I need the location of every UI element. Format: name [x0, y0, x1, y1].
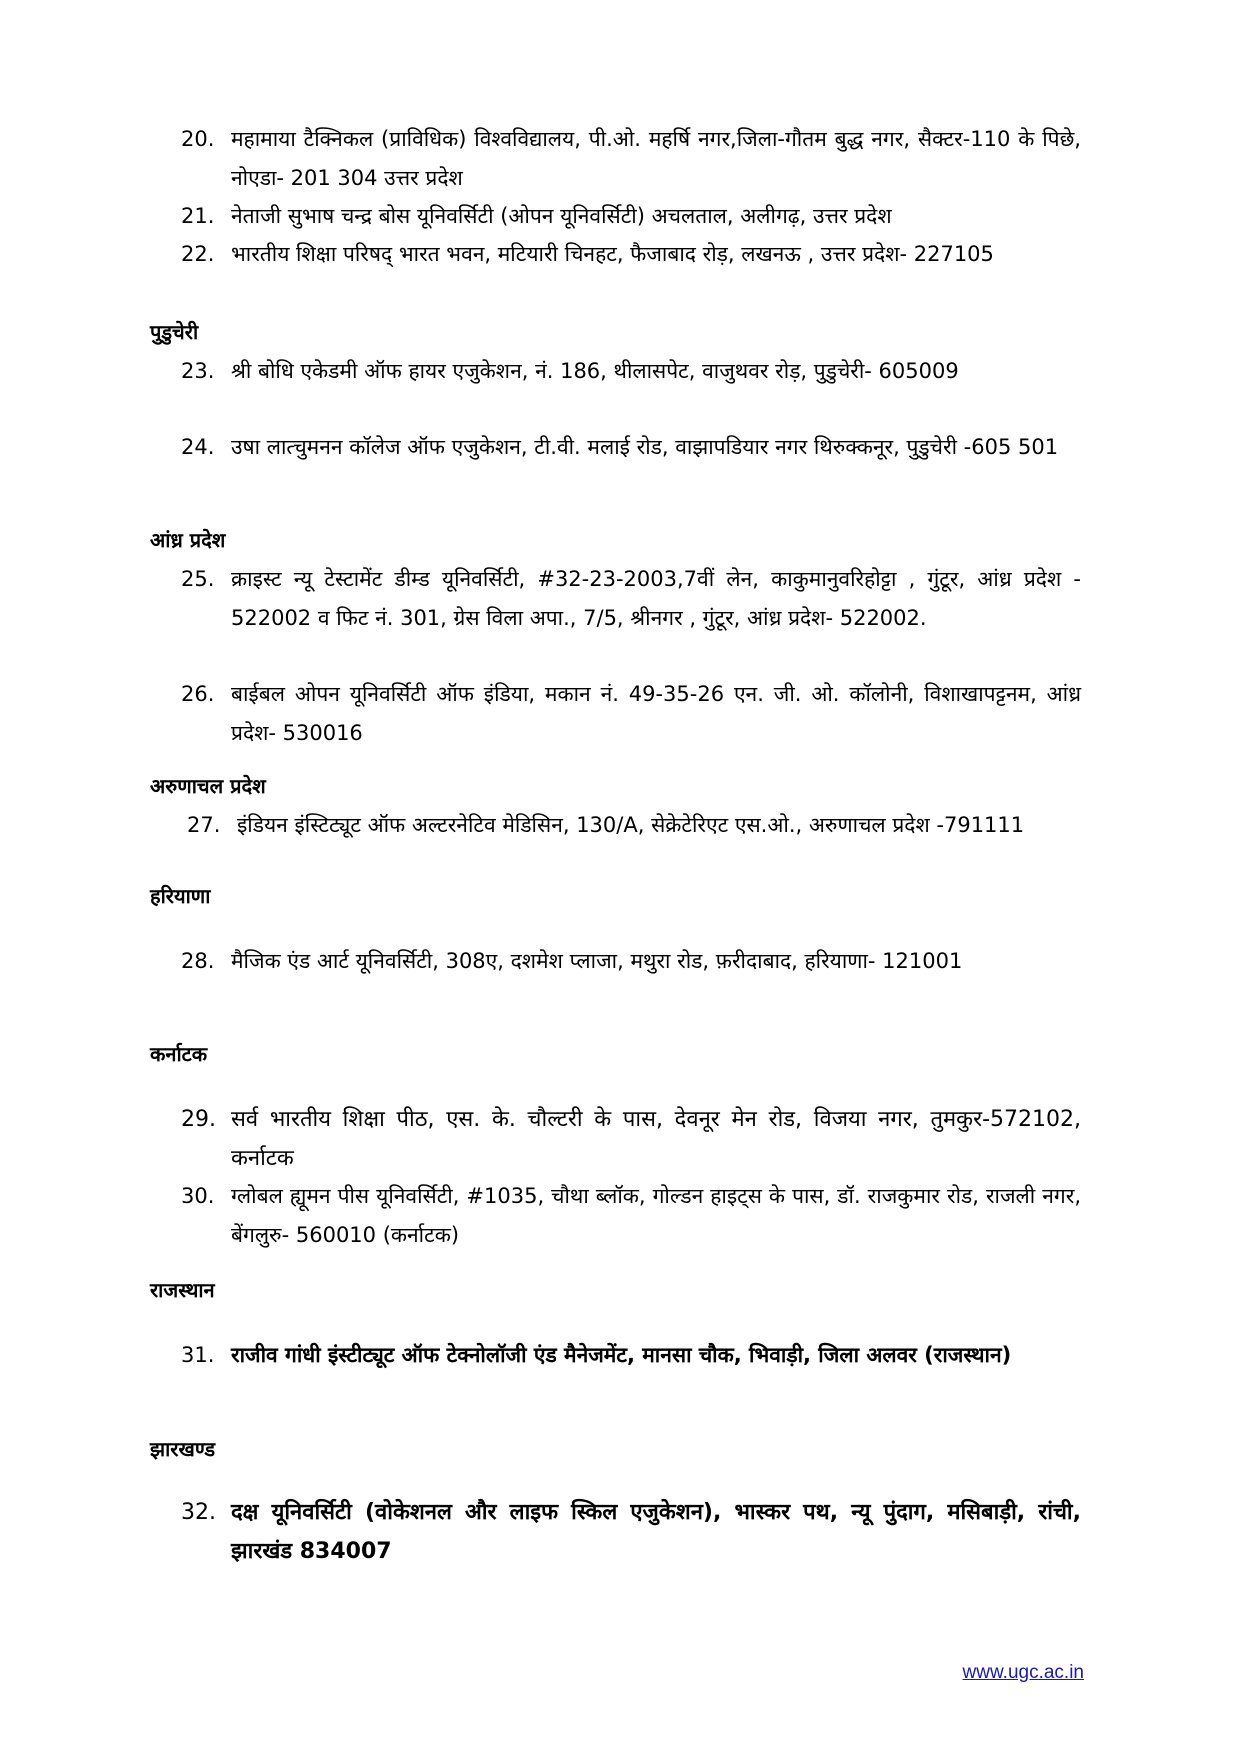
section-heading-arunachal-pradesh: अरुणाचल प्रदेश: [150, 774, 266, 798]
item-number: 20.: [181, 127, 215, 151]
item-number: 29.: [181, 1107, 216, 1132]
list-item: [181, 428, 1081, 467]
list-item: [181, 942, 1081, 981]
list-item: [187, 806, 1047, 845]
list-item: [181, 560, 1081, 638]
item-text: मैजिक एंड आर्ट यूनिवर्सिटी, 308ए, दशमेश प्लाजा, मथुरा रोड, फ़रीदाबाद, हरियाणा- 121001: [231, 949, 963, 973]
item-text: ग्लोबल ह्यूमन पीस यूनिवर्सिटी, #1035, चौथा ब्लॉक, गोल्डन हाइट्स के पास, डॉ. राजकुमार रोड, राजली नगर, बेंगलुरु- 560010 (कर्नाटक): [231, 1184, 1081, 1247]
item-number: 22.: [181, 242, 215, 266]
list-item: [181, 1336, 1081, 1375]
item-number: 30.: [181, 1184, 215, 1208]
section-heading-haryana: हरियाणा: [150, 884, 211, 908]
item-number: 25.: [181, 567, 215, 591]
item-text: नेताजी सुभाष चन्द्र बोस यूनिवर्सिटी (ओपन यूनिवर्सिटी) अचलताल, अलीगढ़, उत्तर प्रदेश: [231, 204, 892, 228]
item-number: 28.: [181, 949, 215, 973]
item-number: 21.: [181, 204, 215, 228]
list-item: [181, 197, 1081, 236]
item-number: 26.: [181, 682, 215, 706]
item-number: 31.: [181, 1343, 215, 1367]
section-heading-jharkhand: झारखण्ड: [150, 1437, 216, 1461]
item-number: 32.: [181, 1500, 216, 1525]
item-number: 24.: [181, 435, 215, 459]
item-text: दक्ष यूनिवर्सिटी (वोकेशनल और लाइफ स्किल एजुकेशन), भास्कर पथ, न्यू पुंदाग, मसिबाड़ी, रांची, झारखंड 834007: [231, 1500, 1081, 1564]
section-heading-karnataka: कर्नाटक: [150, 1042, 208, 1066]
item-text: उषा लात्चुमनन कॉलेज ऑफ एजुकेशन, टी.वी. मलाई रोड, वाझापडियार नगर थिरुक्कनूर, पुडुचेरी -605 501: [231, 435, 1059, 459]
item-text: सर्व भारतीय शिक्षा पीठ, एस. के. चौल्टरी के पास, देवनूर मेन रोड, विजया नगर, तुमकुर-572102, कर्नाटक: [231, 1107, 1081, 1171]
item-number: 27.: [187, 813, 221, 837]
item-text: बाईबल ओपन यूनिवर्सिटी ऑफ इंडिया, मकान नं. 49-35-26 एन. जी. ओ. कॉलोनी, विशाखापट्टनम, आंध्र प्रदेश- 530016: [231, 682, 1081, 745]
list-item: [181, 235, 1081, 274]
list-item: [181, 1493, 1081, 1571]
list-item: [181, 1177, 1081, 1255]
list-item: [181, 352, 1081, 391]
item-number: 23.: [181, 359, 215, 383]
list-item: [181, 1100, 1081, 1178]
item-text: भारतीय शिक्षा परिषद् भारत भवन, मटियारी चिनहट, फैजाबाद रोड़, लखनऊ , उत्तर प्रदेश- 227105: [231, 242, 994, 266]
section-heading-rajasthan: राजस्थान: [150, 1278, 215, 1302]
item-text: राजीव गांधी इंस्टीट्यूट ऑफ टेक्नोलॉजी एंड मैनेजमेंट, मानसा चौक, भिवाड़ी, जिला अलवर (राजस्थान): [231, 1343, 1012, 1367]
section-heading-puducherry: पुडुचेरी: [150, 320, 199, 344]
list-item: [181, 675, 1081, 753]
item-text: श्री बोधि एकेडमी ऑफ हायर एजुकेशन, नं. 186, थीलासपेट, वाजुथवर रोड़, पुडुचेरी- 605009: [231, 359, 959, 383]
section-heading-andhra-pradesh: आंध्र प्रदेश: [150, 528, 226, 552]
item-text: महामाया टैक्निकल (प्राविधिक) विश्वविद्यालय, पी.ओ. महर्षि नगर,जिला-गौतम बुद्ध नगर, सैक्टर-110 के पिछे, नोएडा- 201 304 उत्तर प्रदेश: [231, 127, 1081, 190]
footer-website-link[interactable]: www.ugc.ac.in: [962, 1662, 1084, 1683]
item-text: क्राइस्ट न्यू टेस्टामेंट डीम्ड यूनिवर्सिटी, #32-23-2003,7वीं लेन, काकुमानुवरिहोट्टा , गुंटूर, आंध्र प्रदेश - 522002 व फिट नं. 301, ग्रेस विला अपा., 7/5, श्रीनगर , गुंटूर, आंध्र प्रदेश- 522002.: [231, 567, 1081, 630]
list-item: [181, 120, 1081, 198]
item-text: इंडियन इंस्टिट्यूट ऑफ अल्टरनेटिव मेडिसिन, 130/A, सेक्रेटेरिएट एस.ओ., अरुणाचल प्रदेश -791111: [237, 813, 1025, 837]
